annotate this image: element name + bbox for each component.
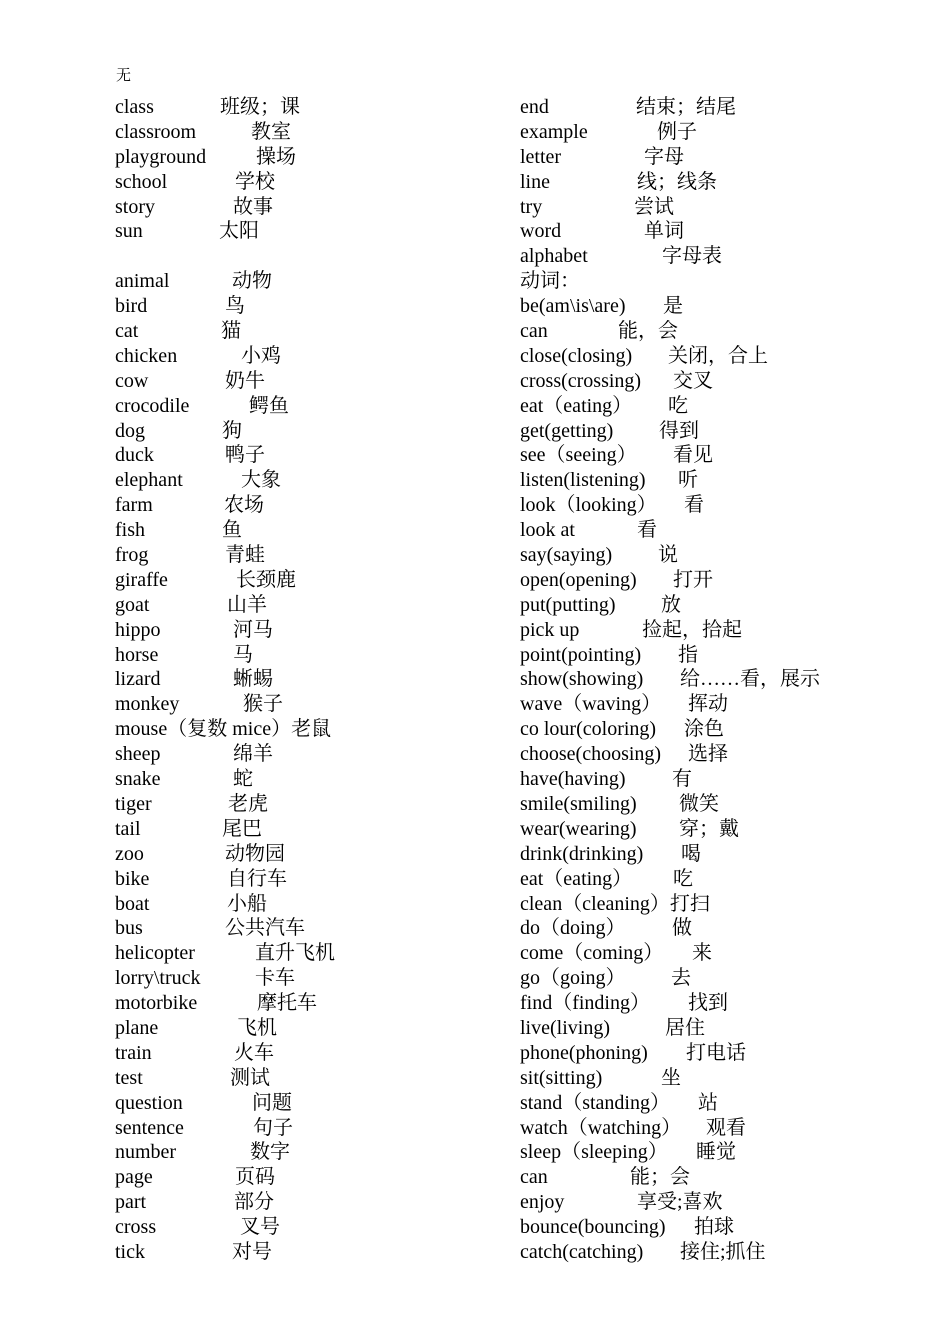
vocab-row bbox=[520, 468, 940, 493]
vocab-row bbox=[520, 1116, 940, 1141]
english-word: lizard bbox=[115, 668, 161, 691]
chinese-meaning: 放 bbox=[661, 593, 681, 616]
english-word: see（seeing） bbox=[520, 444, 637, 467]
vocab-row bbox=[115, 170, 495, 195]
chinese-meaning: 居住 bbox=[665, 1016, 705, 1039]
chinese-meaning: 鸟 bbox=[225, 295, 245, 318]
chinese-meaning: 小鸡 bbox=[241, 344, 281, 367]
vocab-row bbox=[115, 443, 495, 468]
chinese-meaning: 火车 bbox=[234, 1041, 274, 1064]
vocab-row bbox=[115, 1190, 495, 1215]
chinese-meaning: 农场 bbox=[224, 494, 264, 517]
chinese-meaning: 句子 bbox=[253, 1116, 293, 1139]
chinese-meaning: 选择 bbox=[688, 743, 728, 766]
english-word: co lour(coloring) bbox=[520, 718, 657, 741]
chinese-meaning: 学校 bbox=[235, 170, 275, 193]
english-word: end bbox=[520, 96, 549, 118]
vocab-row bbox=[520, 1066, 940, 1091]
chinese-meaning: 猴子 bbox=[243, 693, 283, 716]
english-word: farm bbox=[115, 494, 153, 517]
english-word: story bbox=[115, 195, 155, 218]
vocab-row bbox=[520, 170, 940, 195]
english-word: listen(listening) bbox=[520, 469, 646, 492]
vocab-row bbox=[520, 867, 940, 892]
chinese-meaning: 睡觉 bbox=[696, 1141, 736, 1164]
english-word: playground bbox=[115, 145, 207, 168]
vocab-row bbox=[520, 344, 940, 369]
chinese-meaning: 涂色 bbox=[684, 718, 724, 741]
english-word: come（coming） bbox=[520, 942, 664, 965]
chinese-meaning: 蛇 bbox=[233, 768, 253, 791]
vocab-row bbox=[520, 543, 940, 568]
chinese-meaning: 接住;抓住 bbox=[680, 1240, 766, 1263]
vocab-row bbox=[115, 643, 495, 668]
english-word: point(pointing) bbox=[520, 643, 642, 666]
vocab-row bbox=[115, 1240, 495, 1265]
vocab-row bbox=[115, 966, 495, 991]
chinese-meaning: 看 bbox=[637, 519, 657, 542]
english-word: try bbox=[520, 195, 543, 218]
chinese-meaning: 测试 bbox=[230, 1066, 270, 1089]
vocab-row bbox=[115, 593, 495, 618]
vocab-row bbox=[520, 493, 940, 518]
chinese-meaning: 字母表 bbox=[662, 245, 722, 268]
vocab-row bbox=[115, 991, 495, 1016]
vocab-row bbox=[115, 667, 495, 692]
english-word: word bbox=[520, 220, 562, 243]
vocab-row bbox=[520, 195, 940, 220]
vocab-row bbox=[520, 120, 940, 145]
english-word: crocodile bbox=[115, 394, 190, 417]
vocab-row bbox=[115, 742, 495, 767]
vocab-row bbox=[520, 892, 940, 917]
vocab-row bbox=[115, 369, 495, 394]
english-word: bus bbox=[115, 917, 143, 940]
chinese-meaning: 单词 bbox=[644, 220, 684, 243]
chinese-meaning: 太阳 bbox=[219, 220, 259, 243]
english-word: test bbox=[115, 1066, 143, 1089]
english-word: frog bbox=[115, 544, 149, 567]
english-word: tail bbox=[115, 817, 141, 840]
english-word: elephant bbox=[115, 469, 183, 492]
chinese-meaning: 叉号 bbox=[240, 1216, 280, 1239]
english-word: goat bbox=[115, 593, 150, 616]
english-word: enjoy bbox=[520, 1191, 565, 1214]
chinese-meaning: 对号 bbox=[232, 1240, 272, 1263]
english-word: clean（cleaning）打扫 bbox=[520, 892, 710, 915]
english-word: bounce(bouncing) bbox=[520, 1216, 666, 1239]
english-word: helicopter bbox=[115, 942, 195, 965]
vocab-row bbox=[115, 419, 495, 444]
chinese-meaning: 鸭子 bbox=[225, 444, 265, 467]
vocab-row bbox=[520, 991, 940, 1016]
vocab-row bbox=[115, 195, 495, 220]
english-word: choose(choosing) bbox=[520, 743, 662, 766]
english-word: show(showing) bbox=[520, 668, 644, 691]
chinese-meaning: 卡车 bbox=[255, 967, 295, 990]
vocab-row bbox=[115, 145, 495, 170]
vocab-row bbox=[520, 145, 940, 170]
vocab-row bbox=[520, 1165, 940, 1190]
chinese-meaning: 飞机 bbox=[237, 1016, 277, 1039]
vocab-row bbox=[520, 817, 940, 842]
vocab-row bbox=[520, 717, 940, 742]
vocab-row bbox=[115, 518, 495, 543]
vocab-row bbox=[520, 1215, 940, 1240]
english-word: put(putting) bbox=[520, 593, 616, 616]
english-word: number bbox=[115, 1141, 177, 1164]
vocab-row bbox=[115, 892, 495, 917]
vocab-row bbox=[520, 244, 940, 269]
vocab-row bbox=[520, 95, 940, 120]
vocab-row bbox=[115, 120, 495, 145]
chinese-meaning: 鱼 bbox=[222, 519, 242, 542]
vocab-row bbox=[520, 692, 940, 717]
english-word: question bbox=[115, 1091, 183, 1114]
vocab-row bbox=[115, 319, 495, 344]
vocab-row bbox=[115, 1165, 495, 1190]
english-word: class bbox=[115, 96, 154, 118]
english-word: live(living) bbox=[520, 1016, 610, 1039]
english-word: phone(phoning) bbox=[520, 1041, 648, 1064]
chinese-meaning: 给……看，展示 bbox=[680, 668, 820, 691]
vocab-row bbox=[520, 518, 940, 543]
vocab-row bbox=[115, 618, 495, 643]
chinese-meaning: 能，会 bbox=[618, 320, 678, 343]
chinese-meaning: 看 bbox=[684, 494, 704, 517]
chinese-meaning: 教室 bbox=[251, 120, 291, 143]
section-heading bbox=[520, 269, 940, 294]
english-word: animal bbox=[115, 270, 170, 293]
chinese-meaning: 站 bbox=[698, 1091, 718, 1114]
english-word: eat（eating） bbox=[520, 867, 633, 890]
chinese-meaning: 拍球 bbox=[694, 1216, 734, 1239]
vocab-row bbox=[115, 767, 495, 792]
english-word: close(closing) bbox=[520, 344, 633, 367]
chinese-meaning: 山羊 bbox=[227, 593, 267, 616]
vocab-row bbox=[115, 1016, 495, 1041]
chinese-meaning: 蜥蜴 bbox=[233, 668, 273, 691]
chinese-meaning: 页码 bbox=[235, 1166, 275, 1189]
english-word: cow bbox=[115, 369, 149, 392]
chinese-meaning: 打电话 bbox=[686, 1041, 746, 1064]
english-word: sit(sitting) bbox=[520, 1066, 603, 1089]
english-word: cat bbox=[115, 320, 139, 343]
chinese-meaning: 观看 bbox=[706, 1116, 746, 1139]
chinese-meaning: 字母 bbox=[644, 145, 684, 168]
chinese-meaning: 关闭，合上 bbox=[668, 344, 768, 367]
vocab-row bbox=[520, 394, 940, 419]
english-word: alphabet bbox=[520, 245, 588, 268]
english-word: smile(smiling) bbox=[520, 792, 637, 815]
english-word: horse bbox=[115, 643, 159, 666]
english-word: watch（watching） bbox=[520, 1116, 682, 1139]
vocab-row bbox=[520, 593, 940, 618]
vocab-row bbox=[115, 717, 495, 742]
chinese-meaning: 部分 bbox=[234, 1191, 274, 1214]
vocab-row bbox=[520, 294, 940, 319]
english-word: have(having) bbox=[520, 768, 626, 791]
chinese-meaning: 长颈鹿 bbox=[236, 568, 296, 591]
english-word: cross(crossing) bbox=[520, 369, 642, 392]
vocab-row bbox=[520, 568, 940, 593]
chinese-meaning: 问题 bbox=[252, 1091, 292, 1114]
vocab-row bbox=[520, 1140, 940, 1165]
vocab-row bbox=[115, 269, 495, 294]
english-word: page bbox=[115, 1166, 153, 1189]
chinese-meaning: 绵羊 bbox=[233, 743, 273, 766]
vocab-row bbox=[115, 916, 495, 941]
chinese-meaning: 交叉 bbox=[673, 369, 713, 392]
english-word: duck bbox=[115, 444, 154, 467]
chinese-meaning: 得到 bbox=[659, 419, 699, 442]
vocab-row bbox=[115, 219, 495, 244]
chinese-meaning: 来 bbox=[692, 942, 712, 965]
vocab-row bbox=[520, 369, 940, 394]
english-word: drink(drinking) bbox=[520, 842, 644, 865]
english-word: train bbox=[115, 1041, 152, 1064]
english-word: cross bbox=[115, 1216, 157, 1239]
vocab-row bbox=[520, 1041, 940, 1066]
english-word: say(saying) bbox=[520, 544, 613, 567]
english-word: school bbox=[115, 170, 168, 193]
english-word: example bbox=[520, 120, 588, 143]
english-word: sun bbox=[115, 220, 143, 243]
chinese-meaning: 直升飞机 bbox=[255, 942, 335, 965]
chinese-meaning: 尝试 bbox=[634, 195, 674, 218]
english-word: be(am\is\are) bbox=[520, 295, 626, 318]
vocab-row bbox=[520, 842, 940, 867]
vocab-row bbox=[520, 419, 940, 444]
vocab-row bbox=[115, 543, 495, 568]
vocab-row bbox=[115, 1041, 495, 1066]
vocab-row bbox=[115, 468, 495, 493]
english-word: motorbike bbox=[115, 992, 198, 1015]
chinese-meaning: 坐 bbox=[661, 1066, 681, 1089]
english-word: plane bbox=[115, 1016, 159, 1039]
english-word: look（looking） bbox=[520, 494, 657, 517]
vocab-row bbox=[520, 643, 940, 668]
english-word: look at bbox=[520, 519, 575, 542]
vocab-row bbox=[520, 1240, 940, 1265]
english-word: bike bbox=[115, 867, 150, 890]
chinese-meaning: 穿；戴 bbox=[679, 817, 739, 840]
chinese-meaning: 老虎 bbox=[228, 792, 268, 815]
english-word: boat bbox=[115, 892, 150, 915]
vocab-row bbox=[115, 493, 495, 518]
english-word: part bbox=[115, 1191, 147, 1214]
vocab-row bbox=[115, 394, 495, 419]
english-word: monkey bbox=[115, 693, 180, 716]
vocab-row bbox=[520, 1190, 940, 1215]
chinese-meaning: 喝 bbox=[681, 842, 701, 865]
english-word: catch(catching) bbox=[520, 1240, 644, 1263]
vocab-row bbox=[115, 1140, 495, 1165]
chinese-meaning: 听 bbox=[678, 469, 698, 492]
chinese-meaning: 小船 bbox=[227, 892, 267, 915]
chinese-meaning: 狗 bbox=[222, 419, 242, 442]
english-word: dog bbox=[115, 419, 145, 442]
vocab-row bbox=[520, 916, 940, 941]
english-word: tick bbox=[115, 1240, 145, 1263]
vocab-row bbox=[520, 1091, 940, 1116]
chinese-meaning: 尾巴 bbox=[222, 817, 262, 840]
chinese-meaning: 猫 bbox=[221, 320, 241, 343]
english-word: snake bbox=[115, 768, 161, 791]
chinese-meaning: 班级；课 bbox=[220, 96, 300, 118]
english-word: lorry\truck bbox=[115, 967, 201, 990]
blank-row bbox=[115, 244, 495, 269]
english-word: tiger bbox=[115, 792, 152, 815]
chinese-meaning: 操场 bbox=[256, 145, 296, 168]
chinese-meaning: 摩托车 bbox=[257, 992, 317, 1015]
vocab-row bbox=[520, 219, 940, 244]
english-word: wave（waving） bbox=[520, 693, 662, 716]
english-word: find（finding） bbox=[520, 992, 650, 1015]
vocab-row bbox=[115, 1215, 495, 1240]
chinese-meaning: 动物 bbox=[232, 270, 272, 293]
chinese-meaning: 吃 bbox=[668, 394, 688, 417]
english-word: zoo bbox=[115, 842, 144, 865]
vocab-row bbox=[115, 344, 495, 369]
chinese-meaning: 公共汽车 bbox=[225, 917, 305, 940]
chinese-meaning: 指 bbox=[678, 643, 698, 666]
right-column bbox=[520, 95, 940, 1265]
vocab-row bbox=[520, 443, 940, 468]
chinese-meaning: 故事 bbox=[233, 195, 273, 218]
chinese-meaning: 吃 bbox=[673, 867, 693, 890]
chinese-meaning: 河马 bbox=[233, 618, 273, 641]
english-word: stand（standing） bbox=[520, 1091, 670, 1114]
left-column bbox=[115, 95, 495, 1265]
vocab-row bbox=[115, 867, 495, 892]
chinese-meaning: 找到 bbox=[688, 992, 728, 1015]
vocab-row bbox=[520, 792, 940, 817]
vocab-row bbox=[115, 817, 495, 842]
chinese-meaning: 说 bbox=[658, 544, 678, 567]
vocab-row bbox=[115, 842, 495, 867]
chinese-meaning: 自行车 bbox=[227, 867, 287, 890]
chinese-meaning: 是 bbox=[663, 295, 683, 318]
vocab-row bbox=[115, 95, 495, 120]
english-word: can bbox=[520, 320, 548, 343]
english-word: wear(wearing) bbox=[520, 817, 637, 840]
english-word: giraffe bbox=[115, 568, 168, 591]
vocab-row bbox=[520, 941, 940, 966]
vocab-row bbox=[115, 1116, 495, 1141]
vocab-row bbox=[115, 1066, 495, 1091]
vocab-row bbox=[520, 618, 940, 643]
chinese-meaning: 鳄鱼 bbox=[249, 394, 289, 417]
english-word: get(getting) bbox=[520, 419, 614, 442]
english-word: open(opening) bbox=[520, 568, 637, 591]
chinese-meaning: 捡起，拾起 bbox=[642, 618, 742, 641]
vocab-row bbox=[520, 966, 940, 991]
english-word: letter bbox=[520, 145, 562, 168]
chinese-meaning: 打开 bbox=[673, 568, 713, 591]
english-word: line bbox=[520, 170, 550, 193]
vocab-row bbox=[520, 742, 940, 767]
chinese-meaning: 例子 bbox=[657, 120, 697, 143]
english-word: sleep（sleeping） bbox=[520, 1141, 668, 1164]
english-word: sheep bbox=[115, 743, 161, 766]
english-word: bird bbox=[115, 295, 148, 318]
chinese-meaning: 结束；结尾 bbox=[636, 96, 736, 118]
chinese-meaning: 去 bbox=[671, 967, 691, 990]
english-word: sentence bbox=[115, 1116, 184, 1139]
english-word: go（going） bbox=[520, 967, 626, 990]
english-word: can bbox=[520, 1166, 548, 1189]
vocab-row bbox=[520, 1016, 940, 1041]
vocab-row bbox=[115, 692, 495, 717]
vocab-row bbox=[115, 1091, 495, 1116]
vocab-row bbox=[115, 792, 495, 817]
chinese-meaning: 能；会 bbox=[630, 1166, 690, 1189]
chinese-meaning: 数字 bbox=[250, 1141, 290, 1164]
chinese-meaning: 线；线条 bbox=[637, 170, 717, 193]
chinese-meaning: 挥动 bbox=[688, 693, 728, 716]
vocab-row bbox=[520, 319, 940, 344]
chinese-meaning: 青蛙 bbox=[225, 544, 265, 567]
english-word: do（doing） bbox=[520, 917, 626, 940]
vocab-row bbox=[115, 568, 495, 593]
english-word: chicken bbox=[115, 344, 178, 367]
chinese-meaning: 看见 bbox=[673, 444, 713, 467]
chinese-meaning: 动物园 bbox=[225, 842, 285, 865]
english-word: eat（eating） bbox=[520, 394, 633, 417]
vocab-row bbox=[115, 941, 495, 966]
chinese-meaning: 享受;喜欢 bbox=[637, 1191, 723, 1214]
english-word: classroom bbox=[115, 120, 197, 143]
vocab-row bbox=[115, 294, 495, 319]
english-word: hippo bbox=[115, 618, 161, 641]
vocab-row bbox=[520, 667, 940, 692]
section-heading-label: 动词： bbox=[520, 270, 580, 293]
chinese-meaning: 马 bbox=[233, 643, 253, 666]
english-word: fish bbox=[115, 519, 145, 542]
chinese-meaning: 奶牛 bbox=[225, 369, 265, 392]
vocab-row bbox=[520, 767, 940, 792]
chinese-meaning: 做 bbox=[672, 917, 692, 940]
english-word: mouse（复数 mice）老鼠 bbox=[115, 718, 332, 741]
chinese-meaning: 有 bbox=[672, 768, 692, 791]
chinese-meaning: 大象 bbox=[241, 469, 281, 492]
chinese-meaning: 微笑 bbox=[679, 792, 719, 815]
english-word: pick up bbox=[520, 618, 580, 641]
page-header: 无 bbox=[116, 68, 132, 84]
